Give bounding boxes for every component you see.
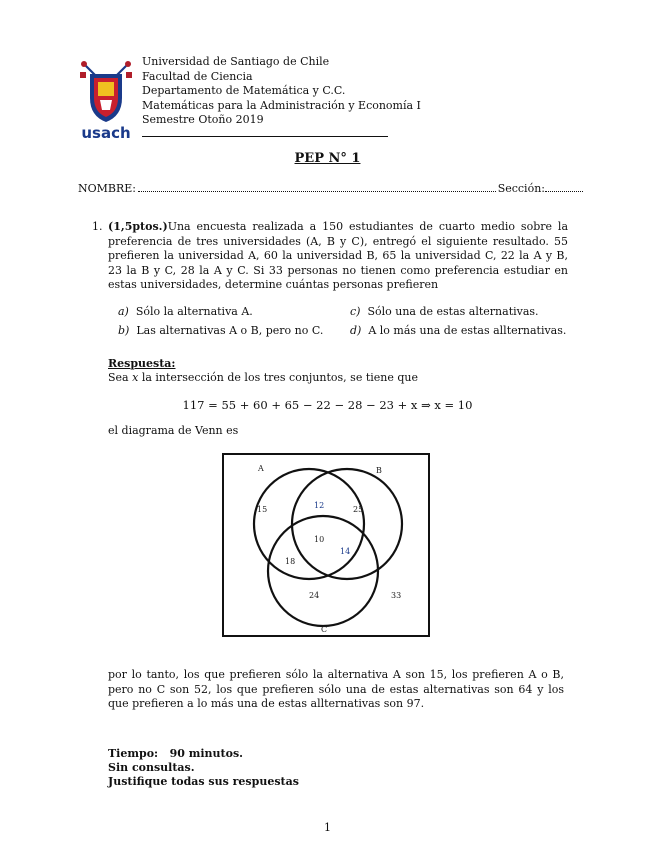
name-field[interactable] [138, 182, 496, 192]
header-department: Departamento de Matemática y C.C. [142, 84, 346, 97]
question-number: 1. [92, 220, 103, 233]
venn-label-b: B [376, 466, 382, 475]
venn-a-and-b: 12 [314, 501, 325, 510]
venn-diagram [222, 453, 430, 639]
header-course: Matemáticas para la Administración y Economía I [142, 98, 421, 112]
university-logo [78, 58, 134, 142]
question-text [108, 220, 568, 293]
header-block [142, 55, 421, 128]
section-label: Sección: [497, 182, 545, 195]
venn-only-a: 15 [257, 505, 268, 514]
venn-outside: 33 [391, 591, 402, 600]
header-semester: Semestre Otoño 2019 [142, 113, 264, 126]
venn-intro: el diagrama de Venn es [108, 424, 239, 437]
option-d-label: d) [350, 324, 362, 337]
page-number: 1 [324, 821, 331, 834]
option-c [350, 305, 539, 318]
option-d [350, 324, 566, 337]
option-d-text: A lo más una de estas allternativas. [368, 324, 567, 337]
answer-intro [108, 371, 418, 386]
usach-shield-icon [78, 58, 134, 142]
option-b-label: b) [118, 324, 130, 337]
no-consult-line: Sin consultas. [108, 761, 195, 774]
venn-only-c: 24 [309, 591, 320, 600]
time-label: Tiempo: [108, 747, 159, 760]
header-university: Universidad de Santiago de Chile [142, 55, 330, 68]
answer-heading: Respuesta: [108, 357, 176, 370]
time-value: 90 minutos. [169, 747, 243, 760]
option-c-text: Sólo una de estas alternativas. [367, 305, 539, 318]
section-field[interactable] [545, 182, 583, 192]
question-points: (1,5ptos.) [108, 220, 168, 233]
option-a-label: a) [118, 305, 129, 318]
conclusion: por lo tanto, los que prefieren sólo la alternativa A son 15, los prefieren A o B, pero no C son 52, los que prefieren sólo una de estas alternativas son 64 y los que prefieren a lo más una de estas allternativas son 97. [108, 668, 564, 710]
answer-intro-var: x [132, 371, 139, 384]
venn-circle-c [268, 516, 378, 626]
time-line [108, 747, 299, 761]
answer-intro-post: la intersección de los tres conjuntos, se tiene que [138, 371, 419, 384]
question-body: Una encuesta realizada a 150 estudiantes de cuarto medio sobre la preferencia de tres universidades (A, B y C), entregó el siguiente resultado. 55 prefieren la universidad A, 60 la universidad B, 65 la universidad C, 22 la A y B, 23 la B y C, 28 la A y C. Si 33 personas no tienen como preferencia estudiar en estas universidades, determine cuántas personas prefieren [108, 220, 568, 291]
header-rule [142, 136, 388, 137]
option-a [118, 305, 253, 318]
page-title: PEP N° 1 [294, 151, 361, 166]
equation: 117 = 55 + 60 + 65 − 22 − 28 − 23 + x ⇒ x = 10 [182, 398, 473, 412]
option-b-text: Las alternativas A o B, pero no C. [136, 324, 324, 337]
header-faculty: Facultad de Ciencia [142, 69, 253, 83]
option-c-label: c) [350, 305, 361, 318]
venn-only-b: 25 [353, 505, 364, 514]
logo-wordmark: usach [81, 124, 131, 142]
answer-intro-pre: Sea [108, 371, 133, 384]
venn-label-c: C [321, 625, 328, 634]
name-line [78, 182, 583, 195]
venn-a-and-c: 18 [285, 557, 296, 566]
instructions [108, 747, 299, 789]
option-a-text: Sólo la alternativa A. [135, 305, 253, 318]
venn-label-a: A [258, 464, 264, 473]
justify-line: Justifique todas sus respuestas [108, 775, 299, 788]
option-b [118, 324, 323, 337]
venn-all-three: 10 [314, 535, 325, 544]
venn-b-and-c: 14 [340, 547, 351, 556]
name-label: NOMBRE: [78, 182, 137, 195]
